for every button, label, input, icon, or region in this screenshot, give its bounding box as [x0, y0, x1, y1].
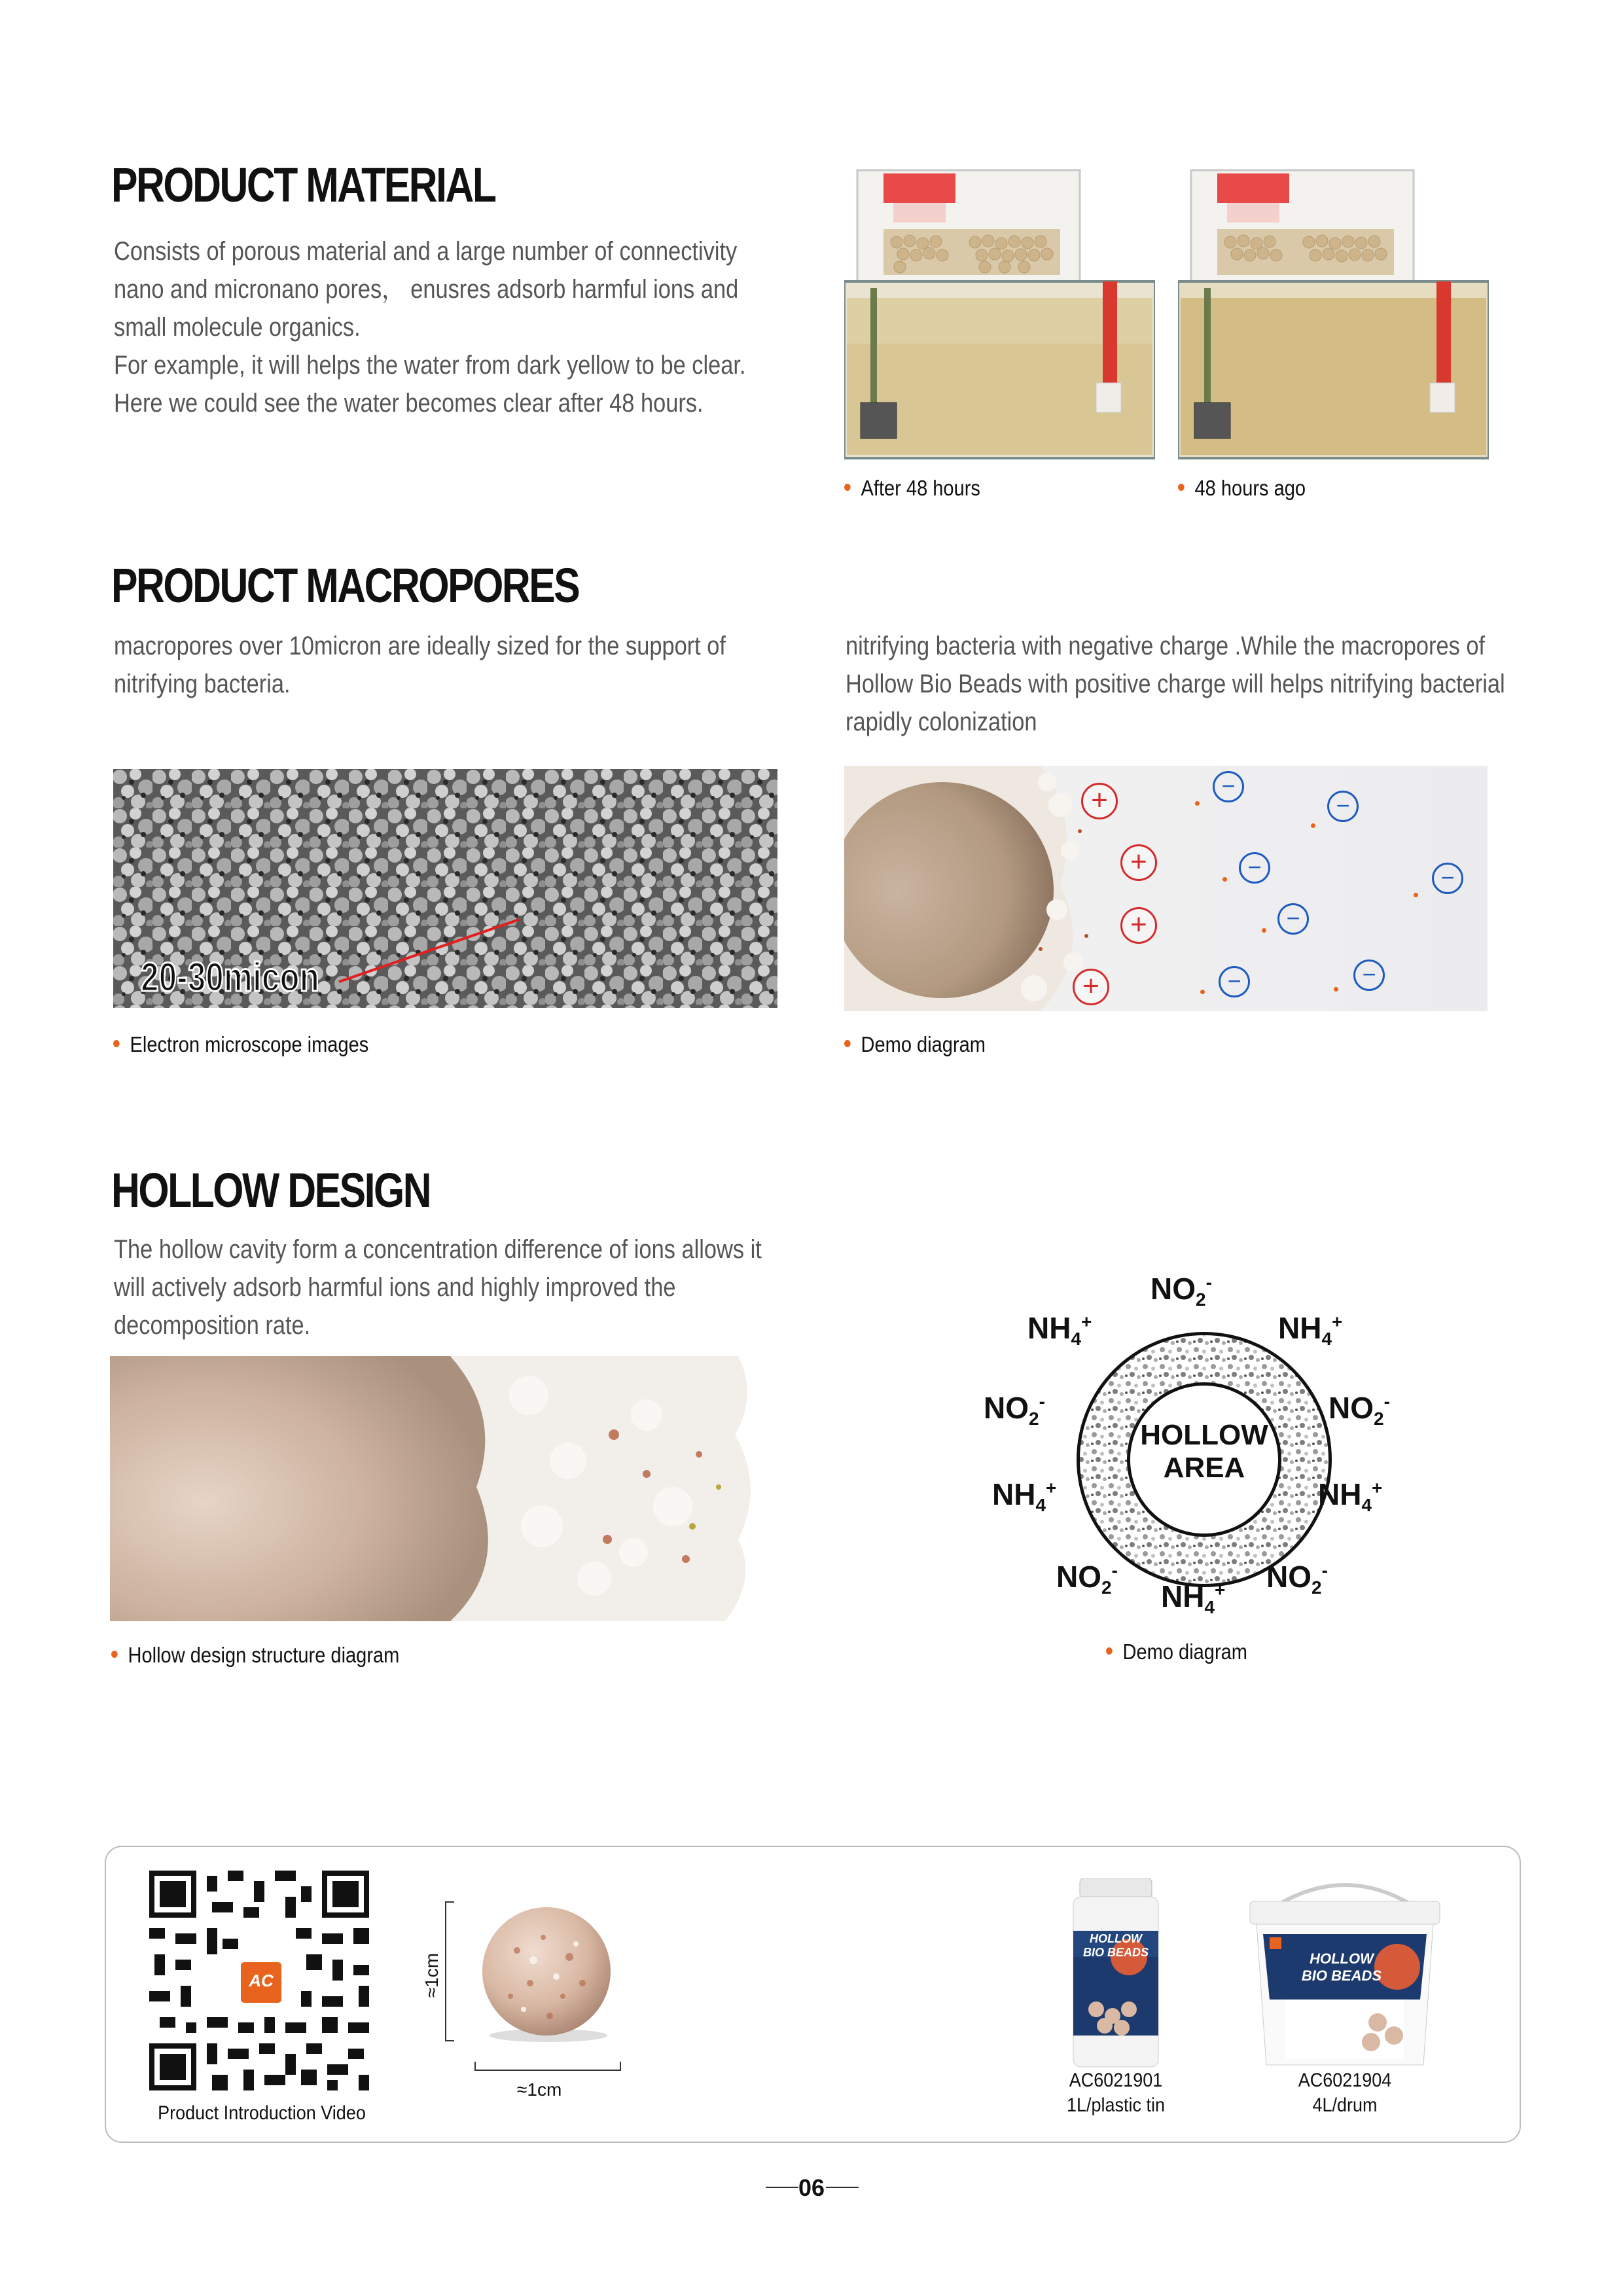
text-line: nano and micronano pores， enusres adsorb harmful ions and — [114, 275, 739, 304]
bacteria-dot — [1334, 987, 1338, 992]
caption-48-hours-ago — [1178, 476, 1306, 501]
ion-no2-lower-right — [1266, 1559, 1328, 1598]
bacteria-dot — [1414, 893, 1418, 897]
ion-base: NO — [1150, 1272, 1196, 1306]
ion-sup: - — [1321, 1560, 1328, 1581]
ion-base: NH — [1318, 1477, 1362, 1511]
caption-text: Electron microscope images — [130, 1032, 369, 1056]
package-sub: BIO BEADS — [1301, 1967, 1382, 1984]
negative-charge-icon: − — [1327, 791, 1359, 822]
size-label-vertical: ≈1cm — [421, 1952, 442, 1998]
text-line: small molecule organics. — [114, 313, 361, 342]
ion-base: NO — [1329, 1391, 1374, 1425]
sem-scale-label: 20-30micon — [141, 955, 319, 1000]
text-line: Consists of porous material and a large number of connectivity — [114, 237, 738, 266]
caption-text: Demo diagram — [1122, 1640, 1247, 1664]
caption-text: Demo diagram — [861, 1032, 986, 1056]
ion-no2-lower-left — [1056, 1559, 1118, 1598]
negative-charge-icon: − — [1239, 852, 1270, 884]
ion-sub: 4 — [1321, 1329, 1332, 1350]
ion-base: NO — [1266, 1560, 1311, 1594]
section-heading-hollow-design: HOLLOW DESIGN — [111, 1163, 431, 1217]
product-tin-image — [1067, 1878, 1165, 2068]
ion-sub: 2 — [1311, 1577, 1322, 1598]
brand-logo: AC — [239, 1960, 283, 2005]
positive-charge-icon: + — [1081, 783, 1118, 819]
section-heading-macropores: PRODUCT MACROPORES — [111, 558, 579, 613]
text-line: rapidly colonization — [846, 708, 1037, 736]
positive-charge-icon: + — [1073, 969, 1109, 1005]
text-line: For example, it will helps the water from dark yellow to be clear. — [114, 351, 746, 380]
caption-text: 48 hours ago — [1194, 476, 1306, 500]
page-number-rule-right — [826, 2187, 859, 2188]
ion-sub: 4 — [1035, 1495, 1046, 1516]
negative-charge-icon: − — [1277, 903, 1309, 935]
negative-charge-icon: − — [1219, 966, 1250, 997]
ion-sup: - — [1383, 1391, 1390, 1412]
ion-sup: + — [1332, 1311, 1343, 1332]
text-line: nitrifying bacteria with negative charge .While the macropores of — [846, 632, 1486, 660]
ion-sup: + — [1215, 1579, 1226, 1600]
text-line: Here we could see the water becomes clear after 48 hours. — [114, 389, 704, 418]
bullet-dot — [844, 484, 851, 491]
ion-sup: + — [1372, 1477, 1383, 1498]
ion-base: NH — [1278, 1311, 1322, 1345]
text-line: The hollow cavity form a concentration difference of ions allows it — [114, 1235, 762, 1264]
bio-bead-photo — [471, 1898, 622, 2049]
page-number-rule-left — [766, 2187, 798, 2188]
bacteria-dot — [1200, 990, 1205, 994]
product-tin-info — [1043, 2068, 1190, 2118]
macropores-description-left — [114, 627, 817, 703]
bullet-dot — [1106, 1647, 1113, 1655]
ion-nh4-bottom — [1161, 1579, 1225, 1618]
bacteria-dot — [1311, 823, 1315, 828]
text-line: macropores over 10micron are ideally sized for the support of — [114, 632, 726, 660]
product-desc: 1L/plastic tin — [1066, 2094, 1166, 2116]
page-number: 06 — [798, 2174, 825, 2201]
product-code: AC6021904 — [1298, 2070, 1392, 2091]
bullet-dot — [111, 1651, 118, 1658]
ion-nh4-upper-right — [1278, 1310, 1342, 1350]
caption-hollow-demo — [1106, 1640, 1247, 1664]
caption-demo-diagram — [844, 1032, 986, 1057]
package-sub: BIO BEADS — [1082, 1946, 1149, 1959]
size-label-horizontal: ≈1cm — [517, 2079, 562, 2100]
ion-no2-top — [1150, 1271, 1212, 1310]
text-line: Hollow Bio Beads with positive charge will helps nitrifying bacterial — [846, 670, 1505, 698]
package-brand: HOLLOW — [1090, 1932, 1142, 1945]
hollow-area-line: HOLLOW — [1140, 1419, 1268, 1451]
ion-sub: 4 — [1071, 1329, 1082, 1350]
ion-nh4-left — [992, 1477, 1056, 1516]
ion-base: NH — [1161, 1579, 1205, 1613]
bacteria-dot — [1195, 801, 1200, 806]
text-line: decomposition rate. — [114, 1311, 311, 1340]
hollow-area-label — [1139, 1419, 1270, 1484]
package-brand: HOLLOW — [1310, 1950, 1374, 1967]
ion-base: NO — [1056, 1560, 1101, 1594]
hollow-structure-photo — [110, 1356, 764, 1621]
ion-no2-right — [1329, 1390, 1390, 1429]
negative-charge-icon: − — [1353, 960, 1385, 991]
text-line: will actively adsorb harmful ions and highly improved the — [114, 1273, 676, 1302]
ion-base: NH — [1027, 1311, 1071, 1345]
aquarium-photo-before — [1178, 157, 1489, 461]
caption-electron-microscope — [113, 1032, 368, 1057]
ion-sup: - — [1111, 1560, 1118, 1581]
drum-brand-text — [1283, 1950, 1400, 1984]
hollow-area-line: AREA — [1163, 1452, 1245, 1484]
caption-hollow-structure — [111, 1643, 399, 1668]
ion-base: NO — [984, 1391, 1029, 1425]
positive-charge-icon: + — [1120, 907, 1157, 944]
bullet-dot — [844, 1040, 851, 1047]
section-heading-material: PRODUCT MATERIAL — [111, 158, 495, 212]
ion-sup: - — [1039, 1391, 1045, 1412]
bullet-dot — [113, 1040, 120, 1047]
ion-sub: 2 — [1029, 1408, 1039, 1429]
ion-sub: 4 — [1204, 1597, 1215, 1618]
caption-text: Hollow design structure diagram — [128, 1643, 400, 1667]
vertical-size-bracket — [445, 1901, 454, 2041]
caption-text: After 48 hours — [861, 476, 980, 500]
product-drum-info — [1272, 2068, 1419, 2118]
material-description — [114, 232, 817, 422]
negative-charge-icon: − — [1213, 771, 1244, 802]
ion-nh4-right — [1318, 1477, 1382, 1516]
text-line: nitrifying bacteria. — [114, 670, 291, 698]
ion-sub: 2 — [1196, 1289, 1206, 1310]
hollow-description — [114, 1230, 846, 1344]
negative-charge-icon: − — [1432, 863, 1463, 894]
product-desc: 4L/drum — [1312, 2094, 1378, 2116]
macropores-description-right — [846, 627, 1549, 741]
ion-sub: 2 — [1374, 1408, 1384, 1429]
ion-sup: + — [1081, 1311, 1092, 1332]
ion-sub: 2 — [1101, 1577, 1112, 1598]
bacteria-dot — [1222, 877, 1227, 882]
ion-no2-left — [984, 1390, 1045, 1429]
bullet-dot — [1178, 484, 1185, 491]
ion-sup: - — [1205, 1272, 1212, 1293]
bacteria-dot — [1262, 928, 1266, 933]
qr-label: Product Introduction Video — [158, 2102, 366, 2124]
ion-base: NH — [992, 1477, 1036, 1511]
aquarium-photo-after — [844, 157, 1155, 461]
caption-after-48-hours — [844, 476, 980, 501]
ion-sub: 4 — [1361, 1495, 1372, 1516]
charge-demo-diagram — [844, 766, 1488, 1011]
ion-nh4-upper-left — [1027, 1310, 1092, 1350]
positive-charge-icon: + — [1120, 844, 1157, 881]
product-code: AC6021901 — [1069, 2070, 1163, 2091]
tin-brand-text — [1073, 1932, 1158, 1960]
ion-sup: + — [1046, 1477, 1057, 1498]
horizontal-size-bracket — [474, 2062, 621, 2071]
